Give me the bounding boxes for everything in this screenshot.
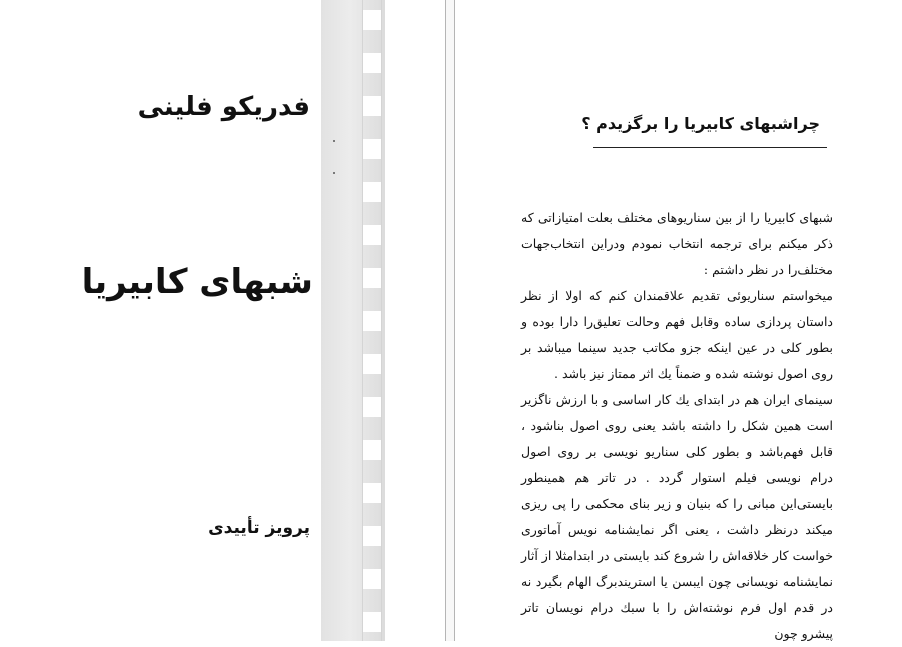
paragraph: سینمای ایران هم در ابتدای یك کار اساسی و با ارزش ناگزیر است همین شکل را داشته باشد یعنی روی اصول بناشود ، قابل فهم‌باشد و بطور کلی سناریو نویسی بر روی اصول درام نویسی فیلم استوار گردد . در تاتر هم همینطور بایستی‌این مبانی را که بنیان و زیر بنای محکمی را پی ریزی میکند درنظر داشت ، یعنی اگر نمایشنامه نویس آماتوری خواست کار خلاقه‌اش را شروع کند بایستی در ابتدامثلا از آثار نمایشنامه نویسانی چون ایبسن یا استریندبرگ الهام بگیرد نه در قدم اول فرم نوشته‌اش را با سبك درام نویسان تاتر پیشرو چون bbox=[521, 392, 833, 641]
book-title: شبهای کابیریا bbox=[81, 262, 313, 302]
body-text bbox=[521, 205, 833, 647]
chapter-heading: چراشبهای کابیریا را برگزیدم ؟ bbox=[581, 114, 820, 133]
text-page bbox=[455, 0, 902, 641]
page-gutter bbox=[445, 0, 455, 641]
film-speck bbox=[333, 172, 335, 174]
film-speck bbox=[333, 140, 335, 142]
translator-name: پرویز تأییدی bbox=[208, 518, 310, 538]
paragraph: میخواستم سناریوئی تقدیم علاقمندان کنم که اولا از نظر داستان پردازی ساده وقابل فهم وحالت تعلیق‌را دارا بوده و بطور کلی در عین اینکه جزو مکاتب جدید سینما میباشد بر روی اصول نوشته شده و ضمناً یك اثر ممتاز نیز باشد . bbox=[521, 288, 833, 381]
author-name: فدریکو فلینی bbox=[137, 92, 310, 122]
film-specks bbox=[330, 0, 340, 641]
film-sprocket-holes bbox=[362, 0, 382, 641]
heading-underline bbox=[593, 147, 827, 148]
title-page bbox=[0, 0, 445, 641]
paragraph: شبهای کابیریا را از بین سناریوهای مختلف بعلت امتیازاتی که ذکر میکنم برای ترجمه انتخاب نمودم ودراین انتخاب‌جهات مختلف‌را در نظر داشتم : bbox=[521, 210, 833, 277]
